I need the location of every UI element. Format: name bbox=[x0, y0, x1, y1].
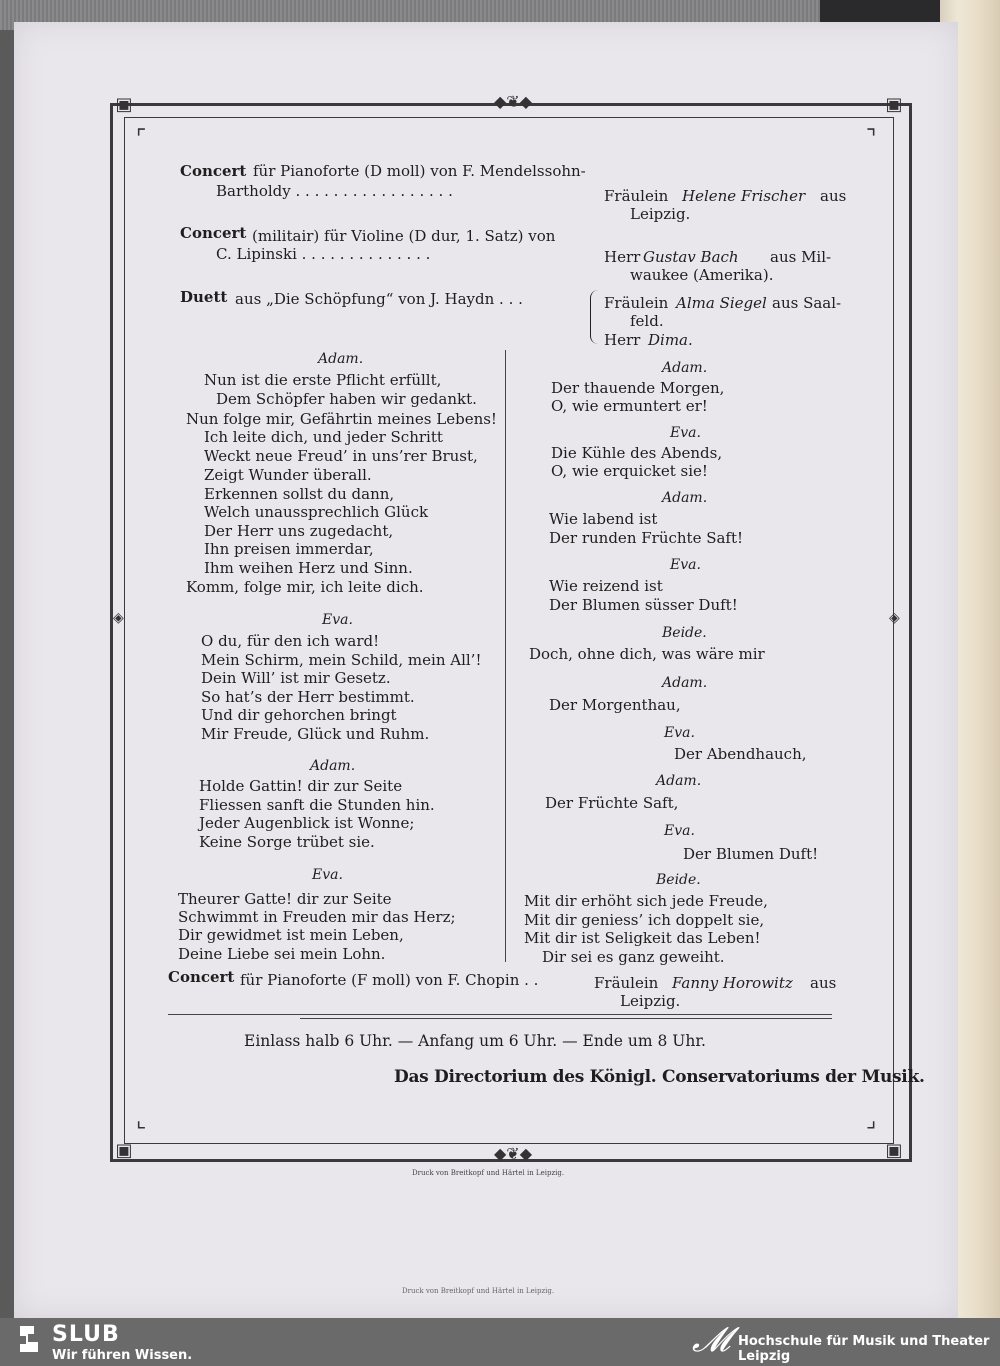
left-adam2-label: Adam. bbox=[310, 758, 356, 774]
corner-ornament-icon: ▣ bbox=[885, 1140, 903, 1161]
right-lyric-line: Doch, ohne dich, was wäre mir bbox=[529, 645, 765, 663]
item2-performer-name: Gustav Bach bbox=[643, 248, 739, 266]
corner-flourish-icon: ⌟ bbox=[866, 1108, 877, 1133]
left-side-ornament-icon: ◈ bbox=[113, 610, 124, 626]
left-eva1-line: So hat’s der Herr bestimmt. bbox=[201, 688, 415, 706]
item4-performer-suffix: aus bbox=[810, 974, 837, 992]
right-lyric-line: Der Blumen Duft! bbox=[683, 845, 819, 863]
schedule-line: Einlass halb 6 Uhr. — Anfang um 6 Uhr. — Ende um 8 Uhr. bbox=[244, 1032, 706, 1050]
item2-performer-city: waukee (Amerika). bbox=[630, 266, 774, 284]
slub-tagline: Wir führen Wissen. bbox=[52, 1348, 193, 1363]
left-adam2-line: Fliessen sanft die Stunden hin. bbox=[199, 796, 435, 814]
left-adam1-line: Nun ist die erste Pflicht erfüllt, bbox=[204, 371, 442, 389]
item3-performer1-cont: feld. bbox=[630, 312, 664, 330]
corner-flourish-icon: ⌞ bbox=[136, 1108, 147, 1133]
right-lyric-line: Wie labend ist bbox=[549, 510, 658, 528]
left-adam1-line: Nun folge mir, Gefährtin meines Lebens! bbox=[186, 410, 497, 428]
right-lyric-line: Mit dir ist Seligkeit das Leben! bbox=[524, 929, 761, 947]
left-eva2-label: Eva. bbox=[312, 867, 343, 883]
right-side-ornament-icon: ◈ bbox=[889, 610, 900, 626]
right-speaker-label: Adam. bbox=[662, 360, 708, 376]
left-adam1-line: Der Herr uns zugedacht, bbox=[204, 522, 394, 540]
left-adam1-line: Ihn preisen immerdar, bbox=[204, 540, 374, 558]
left-eva2-line: Theurer Gatte! dir zur Seite bbox=[178, 890, 392, 908]
left-eva1-line: Und dir gehorchen bringt bbox=[201, 706, 397, 724]
slub-name: SLUB bbox=[52, 1322, 120, 1347]
left-adam1-line: Erkennen sollst du dann, bbox=[204, 485, 395, 503]
hmt-logo-icon: 𝓜 bbox=[692, 1320, 731, 1360]
left-adam1-label: Adam. bbox=[318, 351, 364, 367]
right-lyric-line: Die Kühle des Abends, bbox=[551, 444, 723, 462]
item1-performer-prefix: Fräulein bbox=[604, 187, 669, 205]
bottom-scroll-ornament-icon: ◆❦◆ bbox=[494, 1144, 533, 1163]
right-lyric-line: Der runden Früchte Saft! bbox=[549, 529, 744, 547]
left-adam2-line: Holde Gattin! dir zur Seite bbox=[199, 777, 403, 795]
right-speaker-label: Adam. bbox=[662, 490, 708, 506]
right-speaker-label: Beide. bbox=[656, 872, 701, 888]
left-eva2-line: Deine Liebe sei mein Lohn. bbox=[178, 945, 386, 963]
right-lyric-line: Der Früchte Saft, bbox=[545, 794, 679, 812]
right-speaker-label: Adam. bbox=[662, 675, 708, 691]
left-adam1-line: Ich leite dich, und jeder Schritt bbox=[204, 428, 443, 446]
right-speaker-label: Beide. bbox=[662, 625, 707, 641]
left-adam1-line: Dem Schöpfer haben wir gedankt. bbox=[216, 390, 477, 408]
item1-performer-name: Helene Frischer bbox=[682, 187, 806, 205]
left-adam1-line: Zeigt Wunder überall. bbox=[204, 466, 372, 484]
item4-line1: für Pianoforte (F moll) von F. Chopin . . bbox=[240, 971, 539, 989]
separator-rule bbox=[300, 1018, 832, 1019]
column-divider bbox=[505, 350, 506, 962]
item1-line2: Bartholdy . . . . . . . . . . . . . . . . . bbox=[216, 182, 453, 200]
right-speaker-label: Eva. bbox=[664, 725, 695, 741]
right-lyric-line: Der Blumen süsser Duft! bbox=[549, 596, 738, 614]
left-adam2-line: Jeder Augenblick ist Wonne; bbox=[199, 814, 415, 832]
corner-ornament-icon: ▣ bbox=[115, 94, 133, 115]
separator-rule bbox=[168, 1014, 832, 1015]
corner-flourish-icon: ⌜ bbox=[136, 126, 147, 151]
printer-imprint: Druck von Breitkopf und Härtel in Leipzig. bbox=[412, 1169, 565, 1177]
item2-performer-suffix: aus Mil- bbox=[770, 248, 832, 266]
item3-performer2-name: Dima. bbox=[648, 331, 693, 349]
item2-title: Concert bbox=[180, 224, 247, 242]
item1-title: Concert bbox=[180, 162, 247, 180]
right-speaker-label: Eva. bbox=[664, 823, 695, 839]
item1-line1: für Pianoforte (D moll) von F. Mendelssohn- bbox=[253, 162, 586, 180]
item4-performer-name: Fanny Horowitz bbox=[672, 974, 793, 992]
left-eva1-label: Eva. bbox=[322, 612, 353, 628]
top-scroll-ornament-icon: ◆❦◆ bbox=[494, 92, 533, 111]
right-lyric-line: O, wie ermuntert er! bbox=[551, 397, 708, 415]
left-eva1-line: O du, für den ich ward! bbox=[201, 632, 380, 650]
corner-flourish-icon: ⌝ bbox=[866, 126, 877, 151]
item3-title: Duett bbox=[180, 288, 228, 306]
left-eva1-line: Mein Schirm, mein Schild, mein All’! bbox=[201, 651, 482, 669]
right-lyric-line: Der thauende Morgen, bbox=[551, 379, 725, 397]
left-adam1-line: Welch unaussprechlich Glück bbox=[204, 503, 429, 521]
right-lyric-line: Der Morgenthau, bbox=[549, 696, 681, 714]
item1-performer-suffix: aus bbox=[820, 187, 847, 205]
right-lyric-line: Wie reizend ist bbox=[549, 577, 663, 595]
corner-ornament-icon: ▣ bbox=[115, 1140, 133, 1161]
directorium-signature: Das Directorium des Königl. Conservatoriums der Musik. bbox=[394, 1067, 925, 1087]
footer-bar bbox=[0, 1318, 1000, 1366]
corner-ornament-icon: ▣ bbox=[885, 94, 903, 115]
right-lyric-line: O, wie erquicket sie! bbox=[551, 462, 708, 480]
left-adam1-line: Ihm weihen Herz und Sinn. bbox=[204, 559, 413, 577]
printer-imprint-bleedthrough: Druck von Breitkopf und Härtel in Leipzig. bbox=[402, 1287, 555, 1295]
right-lyric-line: Dir sei es ganz geweiht. bbox=[542, 948, 725, 966]
left-eva2-line: Dir gewidmet ist mein Leben, bbox=[178, 926, 404, 944]
right-lyric-line: Mit dir erhöht sich jede Freude, bbox=[524, 892, 768, 910]
right-speaker-label: Adam. bbox=[656, 773, 702, 789]
hmt-name: Hochschule für Musik und Theater Leipzig bbox=[738, 1334, 990, 1364]
item4-performer-city: Leipzig. bbox=[620, 992, 681, 1010]
item4-performer-prefix: Fräulein bbox=[594, 974, 659, 992]
item3-performer1-name: Alma Siegel bbox=[676, 294, 767, 312]
left-eva1-line: Dein Will’ ist mir Gesetz. bbox=[201, 669, 391, 687]
item4-title: Concert bbox=[168, 968, 235, 986]
right-speaker-label: Eva. bbox=[670, 557, 701, 573]
item2-performer-prefix: Herr bbox=[604, 248, 641, 266]
item3-performer2-prefix: Herr bbox=[604, 331, 641, 349]
left-eva2-line: Schwimmt in Freuden mir das Herz; bbox=[178, 908, 456, 926]
slub-logo-icon bbox=[14, 1324, 44, 1354]
right-lyric-line: Mit dir geniess’ ich doppelt sie, bbox=[524, 911, 765, 929]
item3-performer1-suffix: aus Saal- bbox=[772, 294, 842, 312]
item1-performer-city: Leipzig. bbox=[630, 205, 691, 223]
item2-line2: C. Lipinski . . . . . . . . . . . . . . bbox=[216, 245, 431, 263]
right-lyric-line: Der Abendhauch, bbox=[674, 745, 807, 763]
item3-line1: aus „Die Schöpfung“ von J. Haydn . . . bbox=[235, 290, 523, 308]
performer-brace bbox=[590, 290, 599, 344]
item2-line1: (militair) für Violine (D dur, 1. Satz) von bbox=[252, 227, 556, 245]
left-eva1-line: Mir Freude, Glück und Ruhm. bbox=[201, 725, 430, 743]
item3-performer1-prefix: Fräulein bbox=[604, 294, 669, 312]
left-adam1-line: Weckt neue Freud’ in uns’rer Brust, bbox=[204, 447, 478, 465]
left-adam2-line: Keine Sorge trübet sie. bbox=[199, 833, 375, 851]
right-speaker-label: Eva. bbox=[670, 425, 701, 441]
left-adam1-line: Komm, folge mir, ich leite dich. bbox=[186, 578, 424, 596]
